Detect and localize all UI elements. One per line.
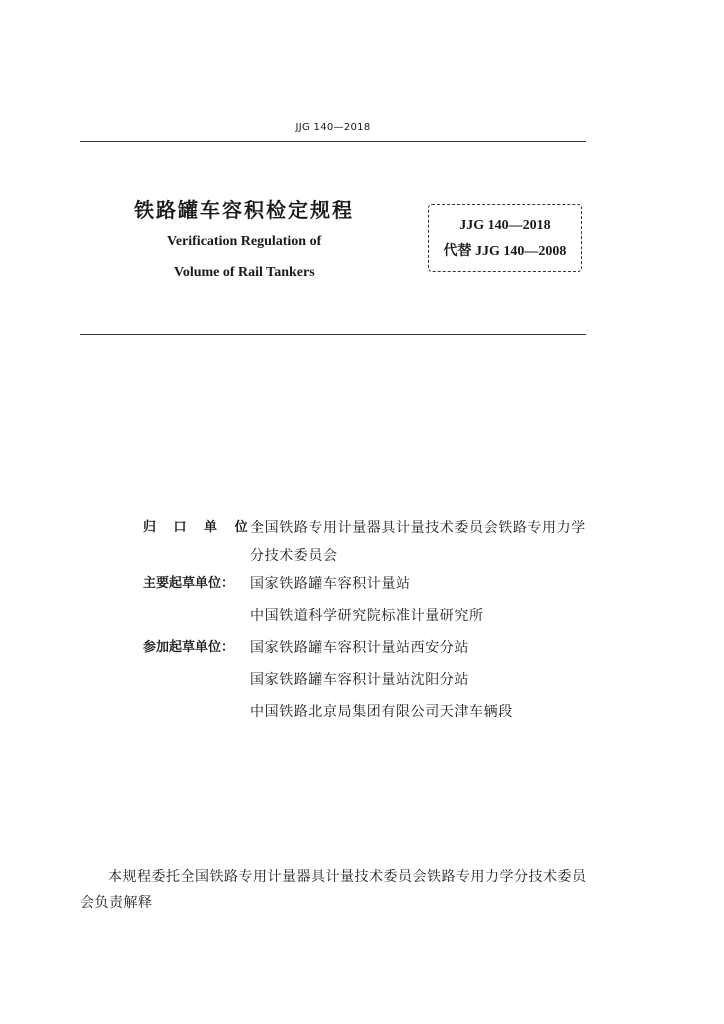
drafting-units [143,514,593,726]
unit-value: 中国铁路北京局集团有限公司天津车辆段 [250,704,513,720]
unit-row-participating-drafter [143,634,593,726]
unit-value: 全国铁路专用计量器具计量技术委员会铁路专用力学分技术委员会 [250,520,586,564]
unit-value: 中国铁道科学研究院标准计量研究所 [250,608,484,624]
header-standard-code: JJG 140—2018 [295,122,371,133]
standard-code: JJG 140—2018 [459,218,551,233]
title-english-line2: Volume of Rail Tankers [174,265,315,280]
header-divider [80,141,586,142]
unit-value: 国家铁路罐车容积计量站沈阳分站 [250,672,469,688]
unit-value: 国家铁路罐车容积计量站西安分站 [250,640,469,656]
title-chinese: 铁路罐车容积检定规程 [134,198,354,222]
unit-value: 国家铁路罐车容积计量站 [250,576,411,592]
unit-row-main-drafter [143,570,593,630]
unit-label-responsible: 归 口 单 位： [143,520,274,535]
unit-label-participating-drafter: 参加起草单位： [143,640,235,655]
title-english-line1: Verification Regulation of [167,234,322,249]
title-divider [80,334,586,335]
standard-code-box [428,204,582,272]
interpretation-note: 本规程委托全国铁路专用计量器具计量技术委员会铁路专用力学分技术委员会负责解释 [80,869,587,911]
unit-label-main-drafter: 主要起草单位： [143,576,235,591]
replaced-standard-code: 代替 JJG 140—2008 [443,244,567,259]
unit-row-responsible [143,514,593,570]
